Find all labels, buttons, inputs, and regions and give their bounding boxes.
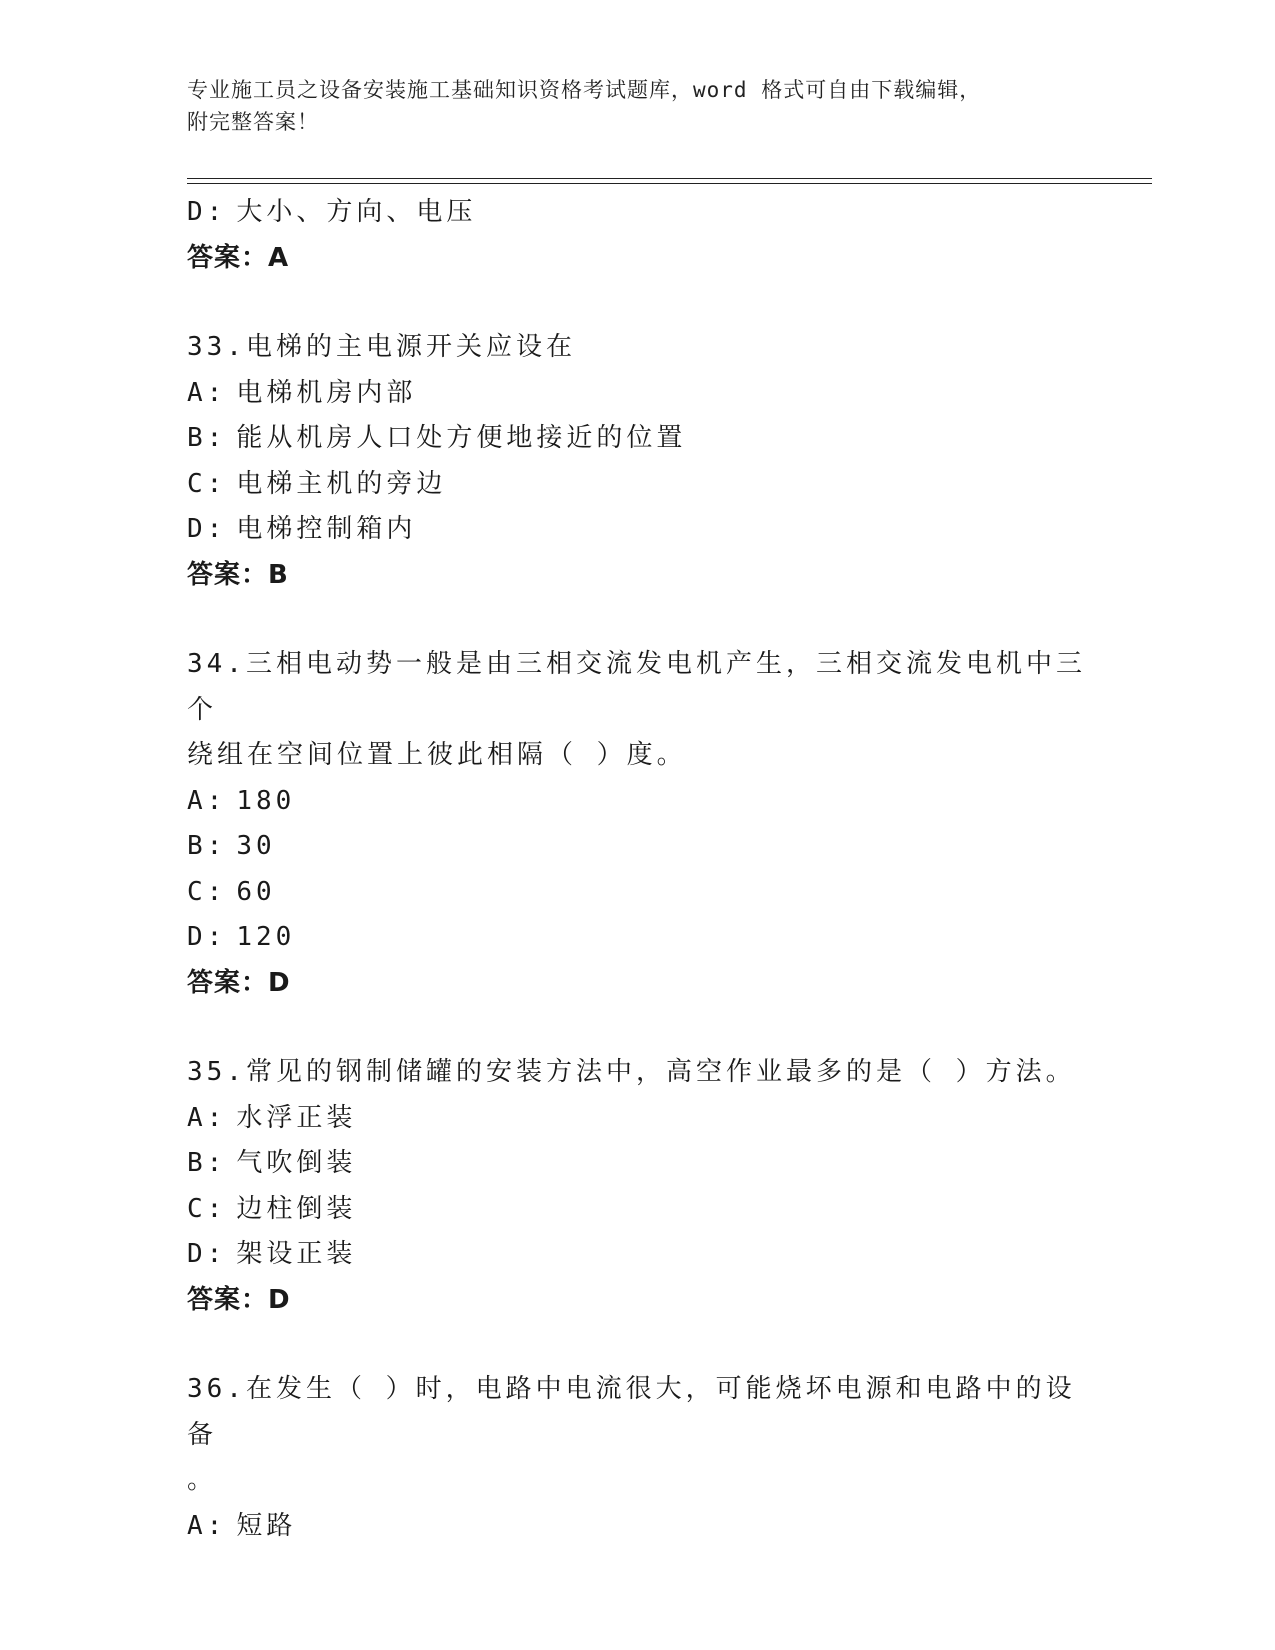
option-text: 短路 — [236, 1510, 297, 1541]
option-a — [187, 371, 1087, 417]
option-label: A: — [187, 377, 227, 408]
document-header — [187, 74, 1087, 138]
option-c — [187, 462, 1087, 508]
header-rule-top — [187, 178, 1152, 179]
header-title-line1: 专业施工员之设备安装施工基础知识资格考试题库，word 格式可自由下载编辑， — [187, 78, 982, 102]
answer-text: 答案：D — [187, 1284, 291, 1315]
question-block — [187, 325, 1087, 598]
option-label: B: — [187, 1148, 227, 1178]
option-d — [187, 190, 1087, 236]
option-b — [187, 1141, 1087, 1187]
option-label: C: — [187, 1193, 227, 1224]
option-label: D: — [187, 1239, 227, 1269]
option-c — [187, 870, 1087, 916]
option-text: 电梯控制箱内 — [236, 514, 417, 544]
option-text: 180 — [236, 785, 296, 816]
question-text-line2: 绕组在空间位置上彼此相隔（ ）度。 — [187, 740, 687, 770]
question-text-line1: 36.在发生（ ）时，电路中电流很大，可能烧坏电源和电路中的设备 — [187, 1374, 1076, 1450]
question-block — [187, 1367, 1087, 1549]
option-text: 120 — [236, 922, 296, 952]
option-label: A: — [187, 1102, 227, 1133]
option-text: 60 — [236, 876, 276, 907]
option-label: B: — [187, 831, 227, 861]
question-block — [187, 190, 1087, 281]
option-label: B: — [187, 423, 227, 453]
option-d — [187, 1232, 1087, 1278]
answer-text: 答案：A — [187, 242, 290, 273]
option-text: 水浮正装 — [236, 1102, 357, 1133]
option-d — [187, 507, 1087, 553]
option-c — [187, 1187, 1087, 1233]
header-title-line2: 附完整答案！ — [187, 110, 319, 134]
question-text: 33.电梯的主电源开关应设在 — [187, 332, 576, 362]
question-text-line1: 34.三相电动势一般是由三相交流发电机产生，三相交流发电机中三个 — [187, 649, 1086, 725]
option-text: 架设正装 — [236, 1239, 357, 1269]
question-block — [187, 642, 1087, 1006]
option-text: 能从机房人口处方便地接近的位置 — [236, 423, 687, 453]
question-block — [187, 1050, 1087, 1323]
option-text: 电梯主机的旁边 — [236, 468, 447, 499]
option-text: 气吹倒装 — [236, 1148, 357, 1178]
option-text: 大小、方向、电压 — [236, 197, 477, 227]
option-label: A: — [187, 785, 227, 816]
option-label: D: — [187, 514, 227, 544]
header-rule-bottom — [187, 183, 1152, 184]
option-d — [187, 915, 1087, 961]
option-a — [187, 779, 1087, 825]
option-b — [187, 824, 1087, 870]
option-b — [187, 416, 1087, 462]
option-label: C: — [187, 468, 227, 499]
option-label: D: — [187, 922, 227, 952]
option-label: C: — [187, 876, 227, 907]
answer-text: 答案：B — [187, 559, 289, 590]
option-a — [187, 1504, 1087, 1550]
question-text: 35.常见的钢制储罐的安装方法中，高空作业最多的是（ ）方法。 — [187, 1057, 1076, 1087]
answer-text: 答案：D — [187, 967, 291, 998]
option-label: D: — [187, 197, 227, 227]
option-text: 边柱倒装 — [236, 1193, 357, 1224]
question-text-line2: 。 — [187, 1465, 218, 1495]
option-text: 30 — [236, 831, 276, 861]
option-text: 电梯机房内部 — [236, 377, 417, 408]
question-list — [187, 190, 1087, 1549]
option-label: A: — [187, 1510, 227, 1541]
option-a — [187, 1096, 1087, 1142]
